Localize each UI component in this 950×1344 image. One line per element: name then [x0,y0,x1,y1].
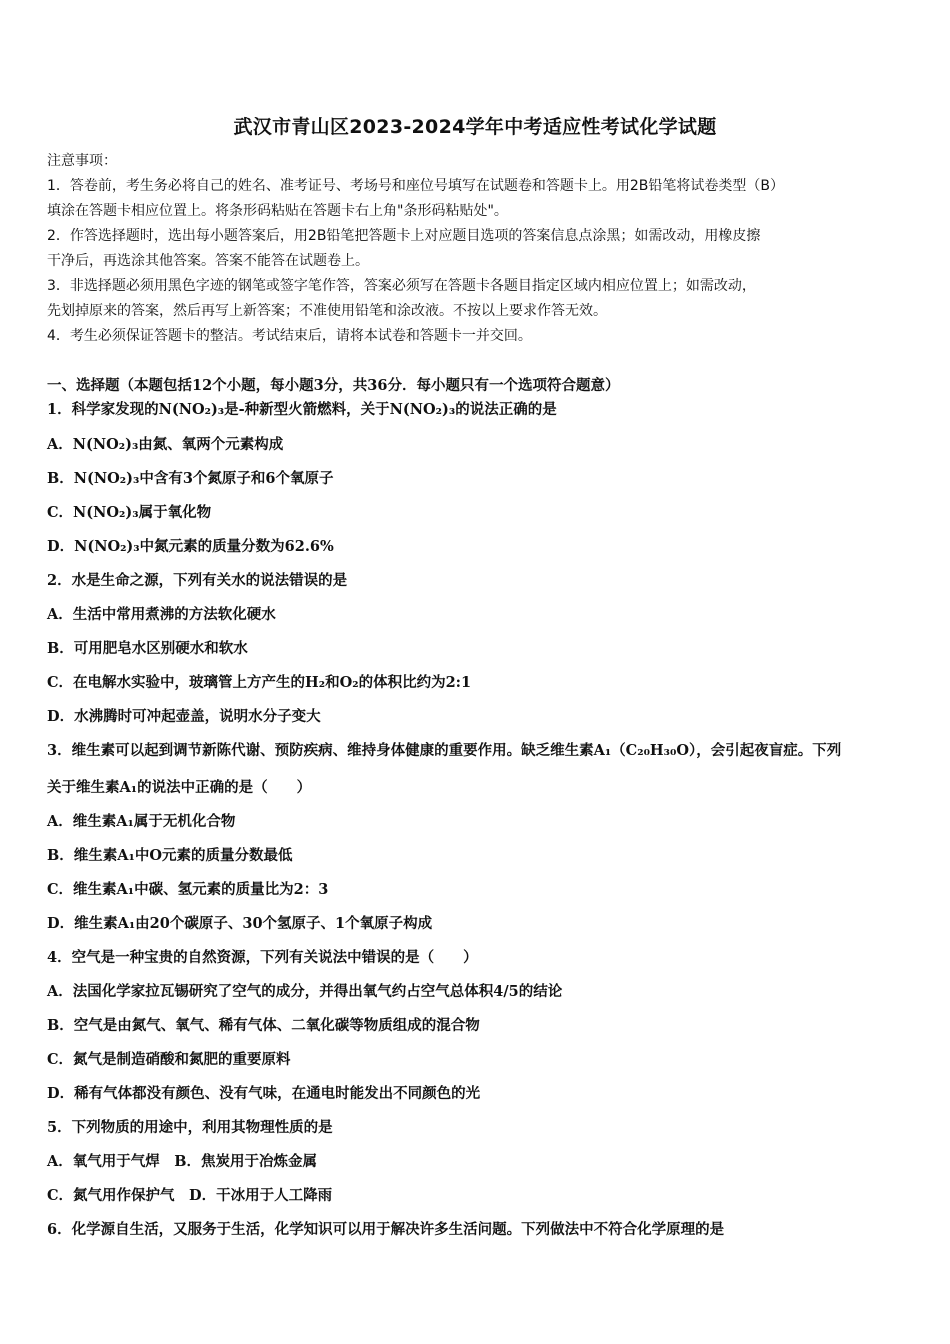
option-b: B．可用肥皂水区别硬水和软水 [47,640,248,657]
exam-title: 武汉市青山区2023-2024学年中考适应性考试化学试题 [233,116,717,138]
notice-line: 干净后，再选涂其他答案。答案不能答在试题卷上。 [47,253,369,269]
option-a: A．维生素A₁属于无机化合物 [47,813,236,830]
question-stem: 5．下列物质的用途中，利用其物理性质的是 [47,1119,333,1136]
option-c: C．氮气是制造硝酸和氮肥的重要原料 [47,1051,291,1068]
option-a: A．N(NO₂)₃由氮、氧两个元素构成 [47,436,284,453]
option-a: A．生活中常用煮沸的方法软化硬水 [47,606,276,623]
notice-line: 先划掉原来的答案，然后再写上新答案；不准使用铅笔和涂改液。不按以上要求作答无效。 [47,303,607,319]
question-stem: 2．水是生命之源，下列有关水的说法错误的是 [47,572,348,589]
option-d: D．水沸腾时可冲起壶盖，说明水分子变大 [47,708,321,725]
option-a: A．法国化学家拉瓦锡研究了空气的成分，并得出氧气约占空气总体积4/5的结论 [47,983,563,1000]
option-c: C．在电解水实验中，玻璃管上方产生的H₂和O₂的体积比约为2:1 [47,674,472,691]
option-d: D．维生素A₁由20个碳原子、30个氢原子、1个氧原子构成 [47,915,433,932]
question-stem: 4．空气是一种宝贵的自然资源，下列有关说法中错误的是（ ） [47,949,478,966]
option-b: B．空气是由氮气、氧气、稀有气体、二氧化碳等物质组成的混合物 [47,1017,480,1034]
notice-line: 2．作答选择题时，选出每小题答案后，用2B铅笔把答题卡上对应题目选项的答案信息点涂黑；如需改动，用橡皮擦 [47,228,761,244]
option-c: C．维生素A₁中碳、氢元素的质量比为2：3 [47,881,329,898]
notice-line: 填涂在答题卡相应位置上。将条形码粘贴在答题卡右上角"条形码粘贴处"。 [47,203,508,219]
option-cd: C．氮气用作保护气 D．干冰用于人工降雨 [47,1187,333,1204]
question-stem-cont: 关于维生素A₁的说法中正确的是（ ） [47,779,312,796]
option-c: C．N(NO₂)₃属于氧化物 [47,504,212,521]
option-b: B．维生素A₁中O元素的质量分数最低 [47,847,293,864]
option-d: D．稀有气体都没有颜色、没有气味，在通电时能发出不同颜色的光 [47,1085,481,1102]
question-stem: 1．科学家发现的N(NO₂)₃是-种新型火箭燃料，关于N(NO₂)₃的说法正确的是 [47,401,557,418]
notice-line: 1．答卷前，考生务必将自己的姓名、准考证号、考场号和座位号填写在试题卷和答题卡上。用2B铅笔将试卷类型（B） [47,178,785,194]
option-d: D．N(NO₂)₃中氮元素的质量分数为62.6% [47,538,334,555]
section-heading: 一、选择题（本题包括12个小题，每小题3分，共36分．每小题只有一个选项符合题意） [47,377,620,394]
question-stem: 3．维生素可以起到调节新陈代谢、预防疾病、维持身体健康的重要作用。缺乏维生素A₁（C₂₀H₃₀O），会引起夜盲症。下列 [47,742,842,759]
question-stem: 6．化学源自生活，又服务于生活，化学知识可以用于解决许多生活问题。下列做法中不符合化学原理的是 [47,1221,725,1238]
option-b: B．N(NO₂)₃中含有3个氮原子和6个氧原子 [47,470,334,487]
notice-line: 3．非选择题必须用黑色字迹的钢笔或签字笔作答，答案必须写在答题卡各题目指定区域内相应位置上；如需改动， [47,278,756,294]
option-ab: A．氧气用于气焊 B．焦炭用于冶炼金属 [47,1153,318,1170]
notice-heading: 注意事项： [47,153,117,169]
notice-line: 4．考生必须保证答题卡的整洁。考试结束后，请将本试卷和答题卡一并交回。 [47,328,532,344]
